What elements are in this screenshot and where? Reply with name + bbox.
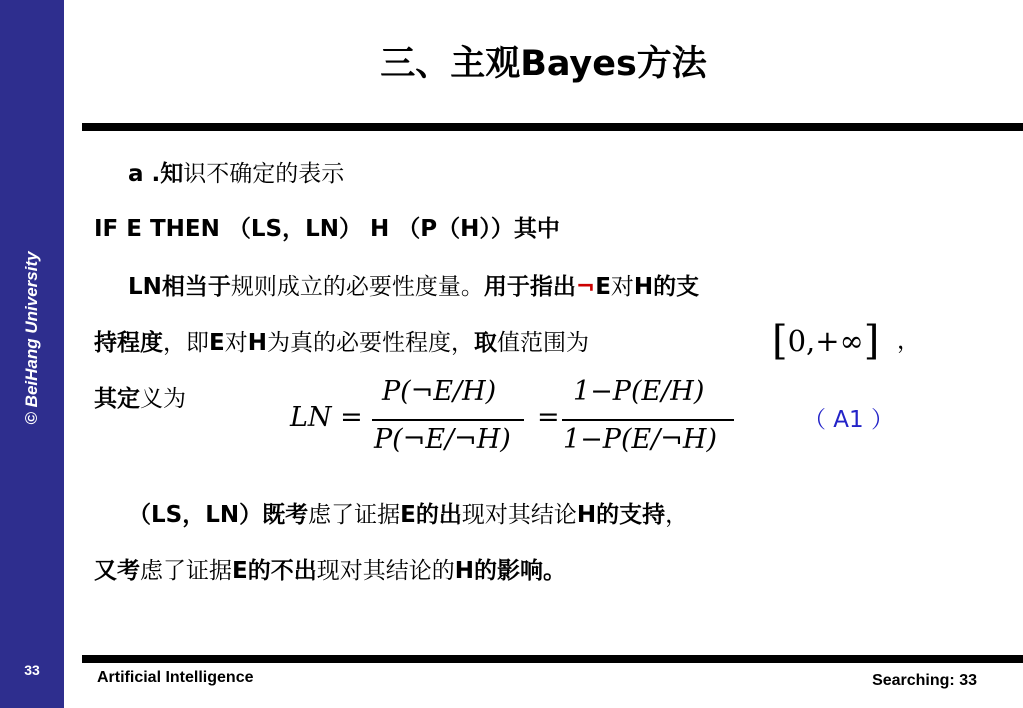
text-run: H bbox=[247, 330, 267, 356]
line-6 bbox=[128, 496, 688, 529]
footer-slide-number: Searching: 33 bbox=[872, 672, 977, 689]
text-run: ，即 bbox=[163, 330, 209, 356]
slide-title: 三、主观Bayes方法 bbox=[380, 44, 707, 84]
text-run: 现对其结论 bbox=[461, 502, 577, 528]
line-7 bbox=[94, 552, 566, 585]
text-run: 持程度 bbox=[94, 330, 163, 356]
text-run: a .知 bbox=[128, 161, 184, 187]
range-body: 0,+∞ bbox=[787, 324, 864, 358]
text-run: H的影响。 bbox=[454, 558, 566, 584]
negation-symbol: ¬ bbox=[575, 274, 596, 300]
text-run: 识不确定的表示 bbox=[183, 161, 345, 187]
line-1 bbox=[128, 155, 344, 188]
text-run: LN相当于 bbox=[128, 274, 231, 300]
text-run: 用于指出 bbox=[483, 274, 576, 300]
text-run: 为真的必要性程度， bbox=[266, 330, 474, 356]
fraction-bar-1 bbox=[372, 419, 524, 421]
line-5 bbox=[94, 380, 186, 413]
copyright-text: © BeiHang University bbox=[22, 251, 41, 425]
line-3 bbox=[128, 268, 699, 301]
ln-formula bbox=[290, 372, 750, 472]
sidebar bbox=[0, 0, 64, 708]
formula-numerator-2: 1−P(E/H) bbox=[573, 376, 705, 407]
text-run: E的不出 bbox=[232, 558, 317, 584]
value-range bbox=[772, 318, 879, 364]
text-run: 虑了证据 bbox=[140, 558, 232, 584]
text-run: E bbox=[209, 330, 225, 356]
formula-equals: = bbox=[537, 402, 560, 433]
formula-lhs: LN = bbox=[290, 402, 363, 433]
text-run: 其定 bbox=[94, 386, 140, 412]
equation-label: （ A1 ） bbox=[803, 407, 894, 433]
bottom-rule bbox=[82, 655, 1023, 663]
text-run: 义为 bbox=[140, 386, 186, 412]
line-2: IF E THEN （LS，LN） H （P（H））其中 bbox=[94, 216, 560, 242]
page-number: 33 bbox=[24, 662, 40, 678]
formula-numerator-1: P(¬E/H) bbox=[382, 376, 497, 407]
text-run: E的出 bbox=[400, 502, 462, 528]
formula-denominator-2: 1−P(E/¬H) bbox=[563, 424, 718, 455]
line-4 bbox=[94, 324, 589, 357]
comma: ， bbox=[897, 328, 920, 354]
text-run: E bbox=[595, 274, 611, 300]
top-rule bbox=[82, 123, 1023, 131]
text-run: 现对其结论的 bbox=[316, 558, 455, 584]
footer-course: Artificial Intelligence bbox=[97, 669, 254, 686]
text-run: 规则成立的必要性度量。 bbox=[230, 274, 484, 300]
text-run: 值范围为 bbox=[496, 330, 589, 356]
bracket-open: [ bbox=[772, 318, 788, 364]
text-run: （LS，LN）既考 bbox=[128, 502, 309, 528]
text-run: H的支 bbox=[633, 274, 700, 300]
text-run: 取 bbox=[473, 330, 497, 356]
fraction-bar-2 bbox=[562, 419, 734, 421]
text-run: 又考 bbox=[94, 558, 140, 584]
bracket-close: ] bbox=[863, 318, 880, 364]
text-run: ， bbox=[665, 502, 689, 528]
text-run: H的支持 bbox=[576, 502, 666, 528]
text-run: 对 bbox=[610, 274, 634, 300]
text-run: 虑了证据 bbox=[308, 502, 401, 528]
formula-denominator-1: P(¬E/¬H) bbox=[374, 424, 511, 455]
text-run: 对 bbox=[224, 330, 248, 356]
